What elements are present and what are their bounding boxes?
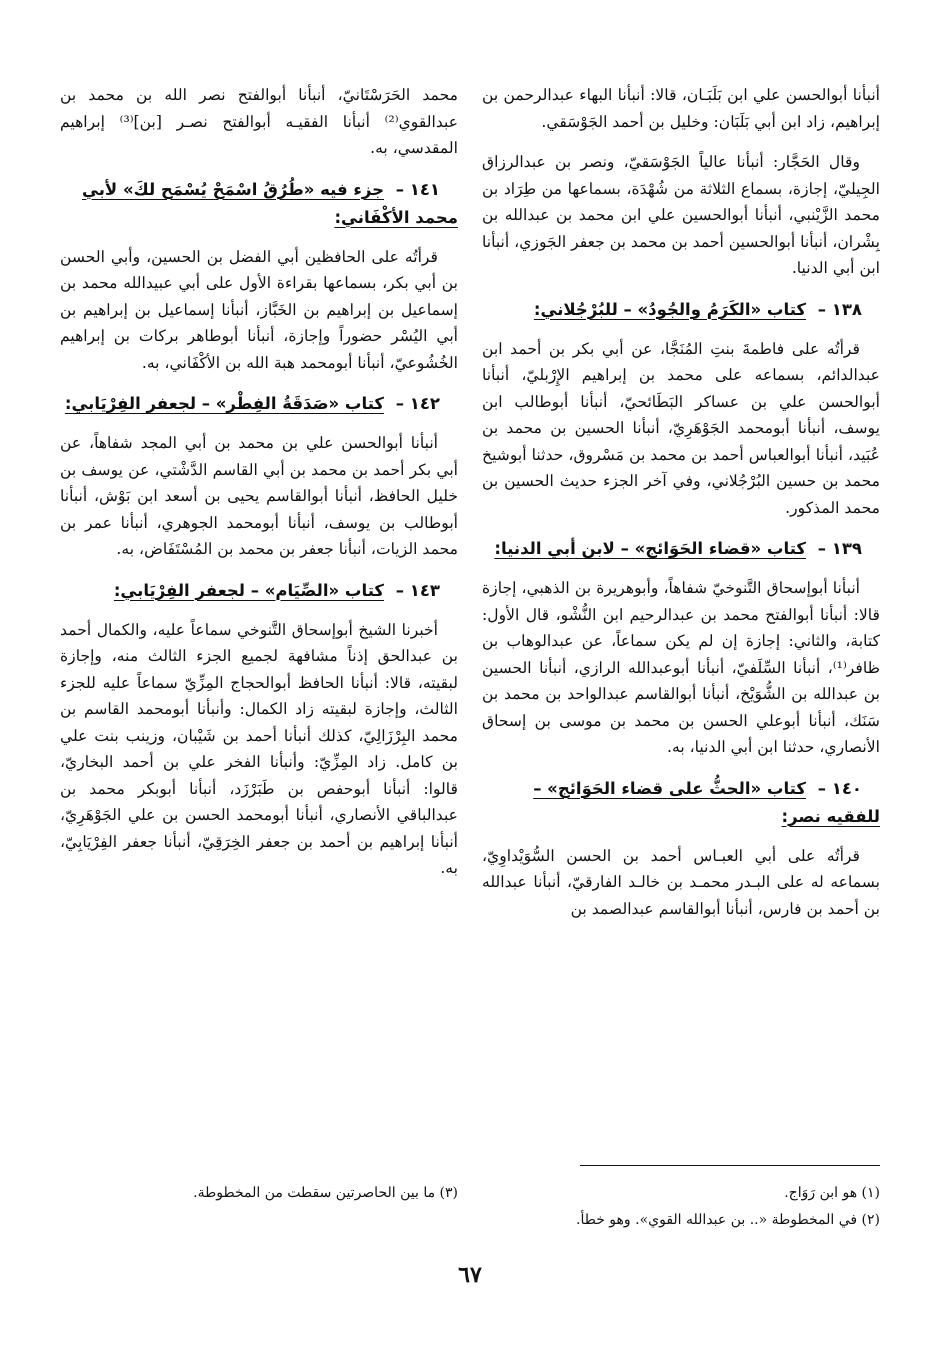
section-number: ١٣٩ – [817, 539, 862, 558]
paragraph: أنبأنا أبوإسحاق التَّنوخيّ شفاهاً، وأبوهريرة بن الذهبي، إجازة قالا: أنبأنا أبوالفتح محمد بن عبدالرحيم ابن النُّشْو، قال الأول: كتابة، والثاني: إجازة إن لم يكن سماعاً، عن عبدالوهاب بن ظافر⁽¹⁾، أنبأنا السِّلَفيّ، أنبأنا أبوعبدالله الرازي، أنبأنا الحسين بن عبدالله بن الشُّوَيْخ، أنبأنا أبوالقاسم عبدالواحد بن محمد بن سَنَك، أنبأنا أبوعلي الحسن بن محمد بن موسى بن إسحاق الأنصاري، حدثنا ابن أبي الدنيا، به. [482, 579, 880, 756]
section-number: ١٤١ – [395, 179, 440, 199]
section-number: ١٤٠ – [817, 778, 862, 798]
section-title: كتاب «الحثُّ على قضاء الحَوَائج» – للفقيه نصر: [533, 778, 880, 826]
left-column [60, 82, 458, 1162]
section-number: ١٤٣ – [395, 580, 440, 600]
section-title: كتاب «الكَرَمُ والجُودُ» – للبُرْجُلاني: [533, 299, 807, 319]
footnotes-left [60, 1180, 458, 1207]
paragraph: قرأتُه على أبي العبـاس أحمد بن الحسن السُّوَيْداوِيّ، بسماعه له على البـدر محمـد بن خالـد الفارقيّ، أنبأنا عبدالله بن أحمد بن فارس، أنبأنا أبوالقاسم عبدالصمد بن [482, 846, 880, 918]
footnotes [60, 1180, 880, 1250]
section-title: كتاب «الصِّيَام» – لجعفر الفِرْيَابي: [113, 580, 385, 600]
section-title: كتاب «صَدَقَةُ الفِطْر» – لجعفر الفِرْيَابي: [64, 394, 385, 413]
paragraph: أخبرنا الشيخ أبوإسحاق التَّنوخي سماعاً عليه، والكمال أحمد بن عبدالحق إذناً مشافهة لجميع الجزء الثالث منه، وإجازة لبقيته، قالا: أنبأنا الحافظ أبوالحجاج المِزِّيّ سماعاً عليه للجزء الثالث، وإجازة لبقيته زاد الكمال: وأنبأنا أبومحمد القاسم بن محمد البِرْزَالِيّ، كذلك أنبأنا أحمد بن شَيْبان، وزينب بنت علي بن كامل. زاد المِزِّيّ: وأنبأنا الفخر علي بن أحمد البخاريّ، قالوا: أنبأنا أبوحفص بن طَبَرْزَد، أنبأنا أبوبكر محمد بن عبدالباقي الأنصاري، أنبأنا أبومحمد الحسن بن علي الجَوْهَرِيّ، أنبأنا إبراهيم بن أحمد بن جعفر الخِرَقِيّ، أنبأنا جعفر الفِرْيَابِيّ، به. [60, 620, 458, 877]
section-number: ١٣٨ – [817, 299, 862, 319]
footnote-2: (٢) في المخطوطة «.. بن عبدالله القوي». وهو خطأ. [576, 1212, 880, 1228]
footnotes-right [482, 1180, 880, 1234]
section-heading-138 [482, 296, 880, 324]
paragraph: قرأتُه على الحافظين أبي الفضل بن الحسين، وأبي الحسن بن أبي بكر، بسماعها بقراءة الأول على أبي عبيدالله محمد بن إسماعيل بن إبراهيم بن الخَبَّاز، أنبأنا إسماعيل بن إبراهيم بن أبي اليُسْر حضوراً وإجازة، أنبأنا أبوطاهر بركات بن إبراهيم الخُشُوعيّ، أنبأنا أبومحمد هبة الله بن الأكْفَاني، به. [60, 247, 458, 372]
paragraph: قرأتُه على فاطمةَ بنتِ المُنَجَّا، عن أبي بكر بن أحمد ابن عبدالدائم، بسماعه على محمد بن إبراهيم الإِرْبليّ، أنبأنا أبوالحسن علي بن عساكر البَطَائحيّ، أنبأنا أبوطالب ابن يوسف، أنبأنا أبومحمد الجَوْهَرِيّ، أنبأنا الحسين بن محمد بن عُبَيد، أنبأنا أبوالعباس أحمد بن محمد بن مَسْروق، حدثنا أبوشيخ محمد بن حسين البُرْجُلاني، وفي آخر الجزء حديث الحسين بن محمد المذكور. [482, 339, 880, 517]
right-column [482, 82, 880, 1162]
section-heading-139 [482, 535, 880, 563]
section-number: ١٤٢ – [395, 394, 440, 413]
footnote-1: (١) هو ابن رَوَاج. [784, 1185, 880, 1201]
section-heading-143 [60, 577, 458, 605]
book-page [60, 82, 880, 1162]
section-title: جزء فيه «طُرُقُ اسْمَحْ يُسْمَح لكَ» لأبي محمد الأكْفَاني: [82, 179, 458, 227]
section-title: كتاب «قضاء الحَوَائج» – لابن أبي الدنيا: [494, 539, 807, 558]
paragraph: أنبأنا أبوالحسن علي ابن بَلَبَـان، قالا: أنبأنا البهاء عبدالرحمن بن إبراهيم، زاد ابن أبي بَلَبَان: وخليل بن أحمد الجَوْسَقي. [482, 86, 880, 131]
paragraph: محمد الحَرَسْتَانيّ، أنبأنا أبوالفتح نصر الله بن محمد بن عبدالقوي⁽²⁾ أنبأنا الفقيـه أبوالفتح نصـر [بن]⁽³⁾ إبراهيم المقدسي، به. [60, 86, 458, 157]
section-heading-140 [482, 775, 880, 831]
paragraph: وقال الحَجَّار: أنبأنا عالياً الجَوْسَقيّ، ونصر بن عبدالرزاق الجِيليّ، إجازة، بسماع الثلاثة من شُهْدَة، بسماعها من طِرَاد بن محمد الزَّيْنبي، أنبأنا أبوالحسين علي ابن محمد بن عبدالله بن بِشْران، أنبأنا أبوالحسين أحمد بن محمد بن جعفر الجَوزي، أنبأنا ابن أبي الدنيا. [482, 153, 880, 277]
paragraph: أنبأنا أبوالحسن علي بن محمد بن أبي المجد شفاهاً، عن أبي بكر أحمد بن محمد بن أبي القاسم الدَّشْتي، عن يوسف بن خليل الحافظ، أنبأنا أبوالقاسم يحيى بن أسعد ابن بَوْش، أنبأنا أبوطالب بن يوسف، أنبأنا أبومحمد الجوهري، أنبأنا عمر بن محمد الزيات، أنبأنا جعفر بن محمد بن المُسْتَفَاض، به. [60, 434, 458, 558]
section-heading-141 [60, 176, 458, 232]
section-heading-142 [60, 390, 458, 418]
footnote-3: (٣) ما بين الحاصرتين سقطت من المخطوطة. [193, 1185, 458, 1201]
footnote-divider [580, 1165, 880, 1166]
page-number: ٦٧ [458, 1262, 482, 1288]
